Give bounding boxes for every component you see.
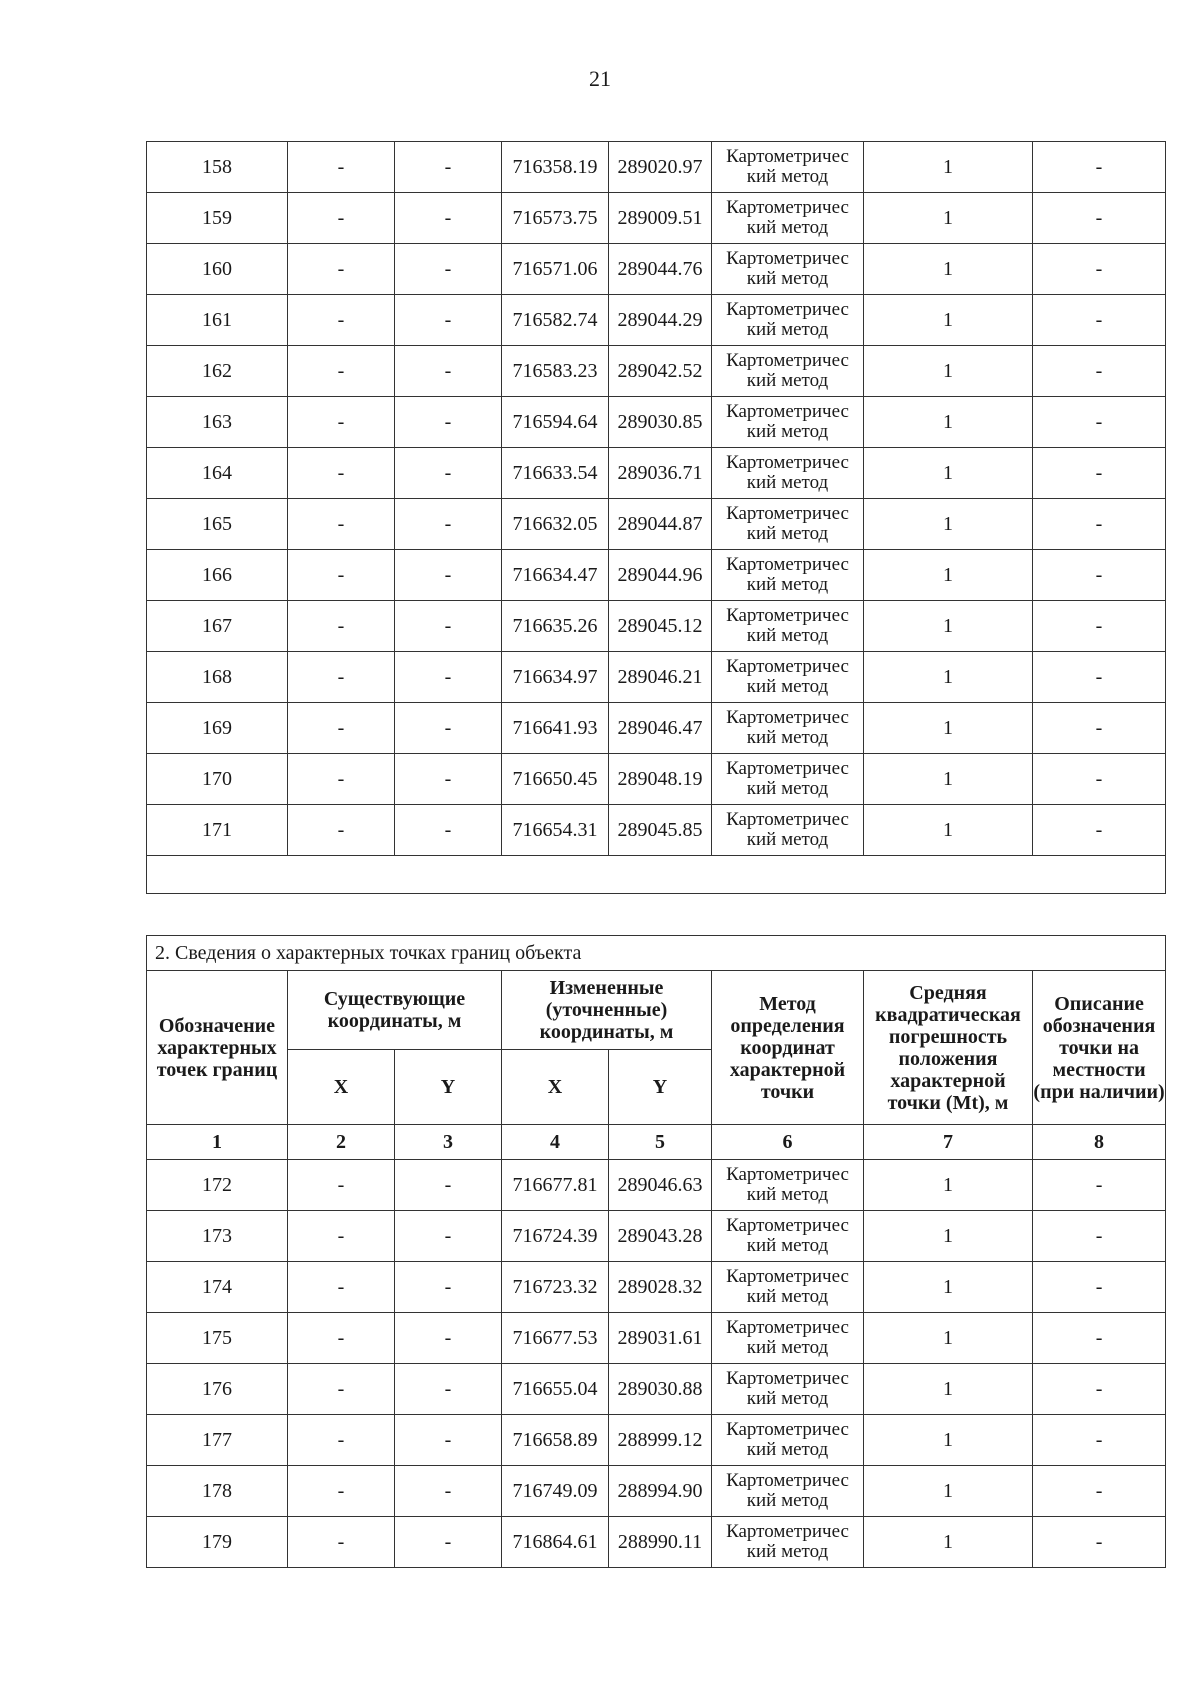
column-number: 3 [395, 1125, 502, 1160]
existing-y-cell: - [395, 1262, 502, 1313]
point-cell: 175 [147, 1313, 288, 1364]
column-number: 6 [712, 1125, 864, 1160]
description-cell: - [1033, 1466, 1166, 1517]
changed-y-cell: 289036.71 [609, 448, 712, 499]
description-cell: - [1033, 142, 1166, 193]
changed-x-cell: 716650.45 [502, 754, 609, 805]
description-cell: - [1033, 601, 1166, 652]
table-row [147, 397, 1166, 448]
changed-x-cell: 716635.26 [502, 601, 609, 652]
point-cell: 158 [147, 142, 288, 193]
existing-y-cell: - [395, 142, 502, 193]
method-cell: Картометричес кий метод [712, 244, 864, 295]
description-cell: - [1033, 1160, 1166, 1211]
changed-x-cell: 716632.05 [502, 499, 609, 550]
method-cell: Картометричес кий метод [712, 397, 864, 448]
description-cell: - [1033, 295, 1166, 346]
existing-x-cell: - [288, 1211, 395, 1262]
table2-header [147, 936, 1166, 1160]
point-cell: 167 [147, 601, 288, 652]
mean-error-cell: 1 [864, 652, 1033, 703]
changed-y-cell: 289044.87 [609, 499, 712, 550]
method-cell: Картометричес кий метод [712, 295, 864, 346]
existing-x-cell: - [288, 1313, 395, 1364]
table2-body [147, 1160, 1166, 1568]
point-cell: 162 [147, 346, 288, 397]
mean-error-cell: 1 [864, 1160, 1033, 1211]
method-cell: Картометричес кий метод [712, 805, 864, 856]
header-method: Метод определения координат характерной точки [712, 971, 864, 1125]
existing-y-cell: - [395, 346, 502, 397]
changed-y-cell: 289020.97 [609, 142, 712, 193]
mean-error-cell: 1 [864, 754, 1033, 805]
changed-x-cell: 716723.32 [502, 1262, 609, 1313]
point-cell: 172 [147, 1160, 288, 1211]
description-cell: - [1033, 499, 1166, 550]
point-cell: 165 [147, 499, 288, 550]
existing-y-cell: - [395, 1466, 502, 1517]
existing-y-cell: - [395, 1364, 502, 1415]
table1-body [147, 142, 1166, 894]
changed-x-cell: 716634.47 [502, 550, 609, 601]
point-cell: 168 [147, 652, 288, 703]
description-cell: - [1033, 1262, 1166, 1313]
mean-error-cell: 1 [864, 1364, 1033, 1415]
page-number: 21 [589, 66, 611, 91]
description-cell: - [1033, 805, 1166, 856]
existing-y-cell: - [395, 652, 502, 703]
table-row [147, 1517, 1166, 1568]
column-number: 8 [1033, 1125, 1166, 1160]
point-cell: 177 [147, 1415, 288, 1466]
table-row [147, 1313, 1166, 1364]
header-existing-y: Y [395, 1050, 502, 1125]
existing-y-cell: - [395, 1211, 502, 1262]
changed-y-cell: 289031.61 [609, 1313, 712, 1364]
method-cell: Картометричес кий метод [712, 550, 864, 601]
column-number: 5 [609, 1125, 712, 1160]
changed-y-cell: 289046.47 [609, 703, 712, 754]
header-mean-error: Средняя квадратическая погрешность положения характерной точки (Mt), м [864, 971, 1033, 1125]
changed-x-cell: 716358.19 [502, 142, 609, 193]
header-changed-coords: Измененные (уточненные) координаты, м [502, 971, 712, 1050]
changed-x-cell: 716677.81 [502, 1160, 609, 1211]
point-cell: 176 [147, 1364, 288, 1415]
existing-x-cell: - [288, 1415, 395, 1466]
existing-x-cell: - [288, 295, 395, 346]
existing-x-cell: - [288, 397, 395, 448]
point-cell: 169 [147, 703, 288, 754]
table-row [147, 346, 1166, 397]
existing-x-cell: - [288, 346, 395, 397]
existing-y-cell: - [395, 601, 502, 652]
existing-x-cell: - [288, 601, 395, 652]
method-cell: Картометричес кий метод [712, 142, 864, 193]
method-cell: Картометричес кий метод [712, 1262, 864, 1313]
description-cell: - [1033, 448, 1166, 499]
existing-x-cell: - [288, 652, 395, 703]
table-row [147, 601, 1166, 652]
description-cell: - [1033, 1415, 1166, 1466]
method-cell: Картометричес кий метод [712, 1211, 864, 1262]
changed-x-cell: 716633.54 [502, 448, 609, 499]
table-row [147, 1466, 1166, 1517]
method-cell: Картометричес кий метод [712, 1517, 864, 1568]
existing-y-cell: - [395, 1313, 502, 1364]
changed-x-cell: 716594.64 [502, 397, 609, 448]
point-cell: 161 [147, 295, 288, 346]
changed-y-cell: 288994.90 [609, 1466, 712, 1517]
method-cell: Картометричес кий метод [712, 1415, 864, 1466]
existing-x-cell: - [288, 1517, 395, 1568]
mean-error-cell: 1 [864, 1466, 1033, 1517]
changed-y-cell: 289048.19 [609, 754, 712, 805]
column-number: 2 [288, 1125, 395, 1160]
existing-x-cell: - [288, 1160, 395, 1211]
point-cell: 170 [147, 754, 288, 805]
changed-x-cell: 716749.09 [502, 1466, 609, 1517]
changed-y-cell: 289009.51 [609, 193, 712, 244]
existing-x-cell: - [288, 1466, 395, 1517]
method-cell: Картометричес кий метод [712, 346, 864, 397]
table-row [147, 448, 1166, 499]
point-cell: 174 [147, 1262, 288, 1313]
changed-y-cell: 289042.52 [609, 346, 712, 397]
description-cell: - [1033, 397, 1166, 448]
changed-y-cell: 289044.96 [609, 550, 712, 601]
changed-x-cell: 716634.97 [502, 652, 609, 703]
header-description: Описание обозначения точки на местности (при наличии) [1033, 971, 1166, 1125]
mean-error-cell: 1 [864, 1517, 1033, 1568]
table-row [147, 703, 1166, 754]
header-changed-y: Y [609, 1050, 712, 1125]
changed-x-cell: 716573.75 [502, 193, 609, 244]
table-row [147, 1160, 1166, 1211]
empty-cell [147, 856, 1166, 894]
existing-y-cell: - [395, 295, 502, 346]
table-row [147, 754, 1166, 805]
existing-y-cell: - [395, 193, 502, 244]
column-number: 1 [147, 1125, 288, 1160]
existing-y-cell: - [395, 397, 502, 448]
mean-error-cell: 1 [864, 601, 1033, 652]
description-cell: - [1033, 1517, 1166, 1568]
changed-x-cell: 716677.53 [502, 1313, 609, 1364]
mean-error-cell: 1 [864, 295, 1033, 346]
changed-x-cell: 716571.06 [502, 244, 609, 295]
mean-error-cell: 1 [864, 244, 1033, 295]
changed-y-cell: 289046.21 [609, 652, 712, 703]
mean-error-cell: 1 [864, 1262, 1033, 1313]
mean-error-cell: 1 [864, 448, 1033, 499]
changed-x-cell: 716583.23 [502, 346, 609, 397]
changed-y-cell: 288999.12 [609, 1415, 712, 1466]
description-cell: - [1033, 1313, 1166, 1364]
mean-error-cell: 1 [864, 193, 1033, 244]
mean-error-cell: 1 [864, 1313, 1033, 1364]
changed-y-cell: 289045.85 [609, 805, 712, 856]
header-point-designation: Обозначение характерных точек границ [147, 971, 288, 1125]
description-cell: - [1033, 754, 1166, 805]
existing-x-cell: - [288, 1262, 395, 1313]
mean-error-cell: 1 [864, 397, 1033, 448]
existing-y-cell: - [395, 550, 502, 601]
method-cell: Картометричес кий метод [712, 1466, 864, 1517]
existing-y-cell: - [395, 703, 502, 754]
method-cell: Картометричес кий метод [712, 754, 864, 805]
changed-y-cell: 289028.32 [609, 1262, 712, 1313]
changed-y-cell: 289030.88 [609, 1364, 712, 1415]
existing-x-cell: - [288, 244, 395, 295]
existing-x-cell: - [288, 142, 395, 193]
table-row [147, 499, 1166, 550]
table-caption: 2. Сведения о характерных точках границ объекта [147, 936, 1166, 971]
table-row [147, 550, 1166, 601]
existing-x-cell: - [288, 703, 395, 754]
point-cell: 166 [147, 550, 288, 601]
method-cell: Картометричес кий метод [712, 448, 864, 499]
method-cell: Картометричес кий метод [712, 193, 864, 244]
header-existing-coords: Существующие координаты, м [288, 971, 502, 1050]
mean-error-cell: 1 [864, 1211, 1033, 1262]
existing-y-cell: - [395, 244, 502, 295]
changed-x-cell: 716864.61 [502, 1517, 609, 1568]
existing-x-cell: - [288, 1364, 395, 1415]
empty-row [147, 856, 1166, 894]
point-cell: 179 [147, 1517, 288, 1568]
description-cell: - [1033, 550, 1166, 601]
method-cell: Картометричес кий метод [712, 703, 864, 754]
method-cell: Картометричес кий метод [712, 1160, 864, 1211]
table-row [147, 805, 1166, 856]
description-cell: - [1033, 193, 1166, 244]
existing-x-cell: - [288, 805, 395, 856]
mean-error-cell: 1 [864, 805, 1033, 856]
table-row [147, 1415, 1166, 1466]
existing-y-cell: - [395, 1415, 502, 1466]
changed-x-cell: 716724.39 [502, 1211, 609, 1262]
existing-x-cell: - [288, 193, 395, 244]
table-row [147, 1364, 1166, 1415]
existing-x-cell: - [288, 754, 395, 805]
point-cell: 163 [147, 397, 288, 448]
method-cell: Картометричес кий метод [712, 1364, 864, 1415]
existing-x-cell: - [288, 499, 395, 550]
point-cell: 160 [147, 244, 288, 295]
header-existing-x: X [288, 1050, 395, 1125]
table-row [147, 1211, 1166, 1262]
changed-x-cell: 716641.93 [502, 703, 609, 754]
existing-y-cell: - [395, 1160, 502, 1211]
table-row [147, 652, 1166, 703]
method-cell: Картометричес кий метод [712, 499, 864, 550]
description-cell: - [1033, 703, 1166, 754]
changed-y-cell: 289045.12 [609, 601, 712, 652]
mean-error-cell: 1 [864, 499, 1033, 550]
point-cell: 159 [147, 193, 288, 244]
header-changed-x: X [502, 1050, 609, 1125]
description-cell: - [1033, 652, 1166, 703]
mean-error-cell: 1 [864, 550, 1033, 601]
boundary-points-table-continued [146, 141, 1166, 894]
mean-error-cell: 1 [864, 346, 1033, 397]
point-cell: 164 [147, 448, 288, 499]
mean-error-cell: 1 [864, 142, 1033, 193]
description-cell: - [1033, 1364, 1166, 1415]
existing-y-cell: - [395, 499, 502, 550]
table-row [147, 244, 1166, 295]
existing-x-cell: - [288, 448, 395, 499]
changed-x-cell: 716655.04 [502, 1364, 609, 1415]
boundary-points-table [146, 935, 1166, 1568]
changed-x-cell: 716582.74 [502, 295, 609, 346]
point-cell: 171 [147, 805, 288, 856]
column-number: 4 [502, 1125, 609, 1160]
mean-error-cell: 1 [864, 1415, 1033, 1466]
table-row [147, 295, 1166, 346]
table-row [147, 142, 1166, 193]
changed-y-cell: 289046.63 [609, 1160, 712, 1211]
changed-y-cell: 288990.11 [609, 1517, 712, 1568]
changed-y-cell: 289044.76 [609, 244, 712, 295]
description-cell: - [1033, 1211, 1166, 1262]
changed-y-cell: 289043.28 [609, 1211, 712, 1262]
table-row [147, 193, 1166, 244]
table-row [147, 1262, 1166, 1313]
changed-y-cell: 289044.29 [609, 295, 712, 346]
description-cell: - [1033, 244, 1166, 295]
existing-y-cell: - [395, 805, 502, 856]
point-cell: 173 [147, 1211, 288, 1262]
description-cell: - [1033, 346, 1166, 397]
method-cell: Картометричес кий метод [712, 1313, 864, 1364]
existing-y-cell: - [395, 448, 502, 499]
changed-y-cell: 289030.85 [609, 397, 712, 448]
existing-y-cell: - [395, 1517, 502, 1568]
method-cell: Картометричес кий метод [712, 652, 864, 703]
existing-x-cell: - [288, 550, 395, 601]
changed-x-cell: 716654.31 [502, 805, 609, 856]
column-number: 7 [864, 1125, 1033, 1160]
method-cell: Картометричес кий метод [712, 601, 864, 652]
changed-x-cell: 716658.89 [502, 1415, 609, 1466]
mean-error-cell: 1 [864, 703, 1033, 754]
point-cell: 178 [147, 1466, 288, 1517]
existing-y-cell: - [395, 754, 502, 805]
